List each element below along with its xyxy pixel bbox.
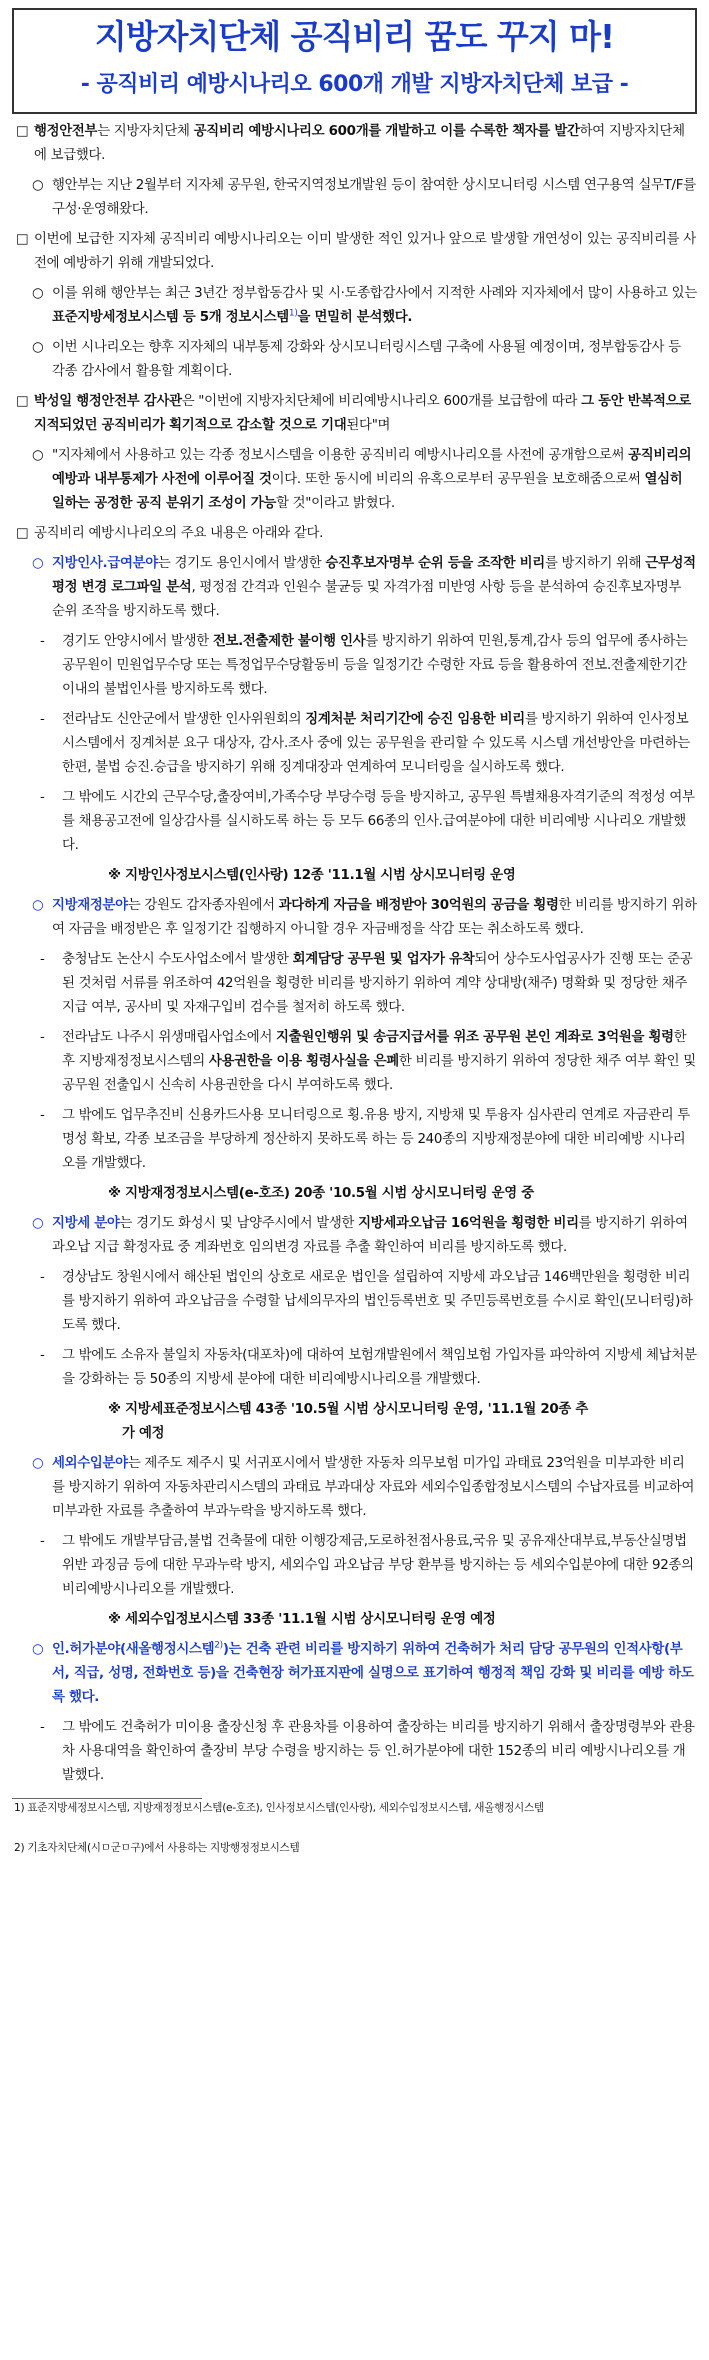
non-tax-item-others: - 그 밖에도 개발부담금,불법 건축물에 대한 이행강제금,도로하천점사용료,국유 및 공유재산대부료,부동산실명법 위반 과징금 등에 대한 무과누락 방지, 세외수입 과오납금 부당 환부를 방지하는 등 세외수입분야에 대한 92종의 비리예방시나리오를 개발했다. — [12, 1530, 697, 1602]
circle-bullet: ○ — [32, 556, 44, 571]
personnel-item-discipline: - 전라남도 신안군에서 발생한 인사위원회의 징계처분 처리기간에 승진 임용한 비리를 방지하기 위하여 인사정보시스템에서 징계처분 요구 대상자, 감사.조사 중에 있는 공무원을 관리할 수 있도록 시스템 개선방안을 마련하는 한편, 불법 승진.승급을 방지하기 위해 징계대장과 연계하여 모니터링을 실시하도록 했다. — [12, 708, 697, 780]
title-box — [12, 8, 697, 114]
footnote-ref-1: 1) — [288, 308, 298, 319]
circle-bullet: ○ — [32, 448, 44, 463]
section-non-tax-revenue: ○ 세외수입분야는 제주도 제주시 및 서귀포시에서 발생한 자동차 의무보험 미가입 과태료 23억원을 미부과한 비리를 방지하기 위하여 자동차관리시스템의 과태료 부과대상 자료와 세외수입종합정보시스템의 수납자료를 비교하여 미부과한 자료를 추출하여 부과누락을 방지하도록 했다. — [12, 1452, 697, 1524]
page-subtitle: - 공직비리 예방시나리오 600개 개발 지방자치단체 보급 - — [80, 72, 629, 97]
finance-item-forgery: - 전라남도 나주시 위생매립사업소에서 지출원인행위 및 송금지급서를 위조 공무원 본인 계좌로 3억원을 횡령한 후 지방재정정보시스템의 사용권한을 이용 횡령사실을 은폐한 비리를 방지하기 위하여 정당한 채주 여부 확인 및 공무원 전출입시 신속히 사용권한을 다시 부여하도록 했다. — [12, 1026, 697, 1098]
dash-bullet: - — [40, 634, 45, 649]
circle-bullet: ○ — [32, 898, 44, 913]
paragraph-quote-continued: ○ "지자체에서 사용하고 있는 각종 정보시스템을 이용한 공직비리 예방시나리오를 사전에 공개함으로써 공직비리의 예방과 내부통제가 사전에 이루어질 것이다. 또한 동시에 비리의 유혹으로부터 공무원을 보호해줌으로써 열심히 일하는 공정한 공직 분위기 조성이 가능할 것"이라고 밝혔다. — [12, 444, 697, 516]
dash-bullet: - — [40, 790, 45, 805]
personnel-item-others: - 그 밖에도 시간외 근무수당,출장여비,가족수당 부당수령 등을 방지하고, 공무원 특별채용자격기준의 적정성 여부를 채용공고전에 일상감사를 실시하도록 하는 등 모두 66종의 인사.급여분야에 대한 비리예방 시나리오 개발했다. — [12, 786, 697, 858]
personnel-item-transfer: - 경기도 안양시에서 발생한 전보.전출제한 불이행 인사를 방지하기 위하여 민원,통계,감사 등의 업무에 종사하는 공무원이 민원업무수당 또는 특정업무수당활동비 등을 일정기간 수령한 자료 등을 활용하여 전보.전출제한기간 이내의 불법인사를 방지하도록 했다. — [12, 630, 697, 702]
paragraph-auditor-quote: □ 박성일 행정안전부 감사관은 "이번에 지방자치단체에 비리예방시나리오 600개를 보급함에 따라 그 동안 반복적으로 지적되었던 공직비리가 획기적으로 감소할 것으로 기대된다"며 — [12, 390, 697, 438]
circle-bullet: ○ — [32, 286, 44, 301]
square-bullet: □ — [16, 232, 29, 247]
note-finance-system: ※ 지방재정정보시스템(e-호조) 20종 '10.5월 시범 상시모니터링 운영 중 — [108, 1186, 534, 1201]
paragraph-taskforce: ○ 행안부는 지난 2월부터 지자체 공무원, 한국지역정보개발원 등이 참여한 상시모니터링 시스템 연구용역 실무T/F를 구성·운영해왔다. — [12, 174, 697, 222]
circle-bullet: ○ — [32, 178, 44, 193]
permit-item-others: - 그 밖에도 건축허가 미이용 출장신청 후 관용차를 이용하여 출장하는 비리를 방지하기 위해서 출장명령부와 관용차 사용대역을 확인하여 출장비 부당 수령을 방지하는 등 인.허가분야에 대한 152종의 비리 예방시나리오를 개발했다. — [12, 1716, 697, 1788]
note-non-tax-system: ※ 세외수입정보시스템 33종 '11.1월 시범 상시모니터링 운영 예정 — [108, 1612, 496, 1627]
tax-item-corporation: - 경상남도 창원시에서 해산된 법인의 상호로 새로운 법인을 설립하여 지방세 과오납금 146백만원을 횡령한 비리를 방지하기 위하여 과오납금을 수령할 납세의무자의 법인등록번호 및 주민등록번호를 수시로 확인(모니터링)하도록 했다. — [12, 1266, 697, 1338]
dash-bullet: - — [40, 1030, 45, 1045]
paragraph-overview: □ 행정안전부는 지방자치단체 공직비리 예방시나리오 600개를 개발하고 이를 수록한 책자를 발간하여 지방자치단체에 보급했다. — [12, 120, 697, 168]
paragraph-plan: ○ 이번 시나리오는 향후 지자체의 내부통제 강화와 상시모니터링시스템 구축에 사용될 예정이며, 정부합동감사 등 각종 감사에서 활용할 계획이다. — [12, 336, 697, 384]
dash-bullet: - — [40, 1720, 45, 1735]
section-permits: ○ 인.허가분야(새올행정시스템$^{2)}$)는 건축 관련 비리를 방지하기 위하여 건축허가 처리 담당 공무원의 인적사항(부서, 직급, 성명, 전화번호 등)을 건축현장 허가표지판에 실명으로 표기하여 행정적 책임 강화 및 비리를 예방 하도록 했다. — [12, 1638, 697, 1710]
square-bullet: □ — [16, 394, 29, 409]
paragraph-analysis: ○ 이를 위해 행안부는 최근 3년간 정부합동감사 및 시·도종합감사에서 지적한 사례와 지자체에서 많이 사용하고 있는 표준지방세정보시스템 등 5개 정보시스템$^{1)}$을 면밀히 분석했다. — [12, 282, 697, 330]
circle-bullet: ○ — [32, 340, 44, 355]
tax-item-others: - 그 밖에도 소유자 불일치 자동차(대포차)에 대하여 보험개발원에서 책임보험 가입자를 파악하여 지방세 체납처분을 강화하는 등 50종의 지방세 분야에 대한 비리예방시나리오를 개발했다. — [12, 1344, 697, 1392]
section-local-finance: ○ 지방재정분야는 강원도 감자종자원에서 과다하게 자금을 배정받아 30억원의 공금을 횡령한 비리를 방지하기 위하여 자금을 배정받은 후 일정기간 집행하지 아니할 경우 자금배정을 삭감 또는 취소하도록 했다. — [12, 894, 697, 942]
footnote-1: 1) 표준지방세정보시스템, 지방재정정보시스템(e-호조), 인사정보시스템(인사랑), 세외수입정보시스템, 새올행정시스템 — [14, 1802, 544, 1814]
square-bullet: □ — [16, 526, 29, 541]
page-title: 지방자치단체 공직비리 꿈도 꾸지 마! — [94, 17, 615, 56]
section-local-tax: ○ 지방세 분야는 경기도 화성시 및 남양주시에서 발생한 지방세과오납금 16억원을 횡령한 비리를 방지하기 위하여 과오납 지급 확정자료 중 계좌번호 임의변경 자료를 추출 확인하여 비리를 방지하도록 했다. — [12, 1212, 697, 1260]
paragraph-main-contents: □ 공직비리 예방시나리오의 주요 내용은 아래와 같다. — [12, 522, 697, 546]
note-personnel-system: ※ 지방인사정보시스템(인사랑) 12종 '11.1월 시범 상시모니터링 운영 — [108, 868, 516, 883]
square-bullet: □ — [16, 124, 29, 139]
dash-bullet: - — [40, 1534, 45, 1549]
circle-bullet: ○ — [32, 1216, 44, 1231]
dash-bullet: - — [40, 1108, 45, 1123]
circle-bullet: ○ — [32, 1642, 44, 1657]
footnote-2: 2) 기초자치단체(시ㅁ군ㅁ구)에서 사용하는 지방행정정보시스템 — [14, 1842, 300, 1854]
section-personnel-payroll: ○ 지방인사.급여분야는 경기도 용인시에서 발생한 승진후보자명부 순위 등을 조작한 비리를 방지하기 위해 근무성적평정 변경 로그파일 분석, 평정점 간격과 인원수 불균등 및 자격가점 미반영 사항 등을 분석하여 승진후보자명부 순위 조작을 방지하도록 했다. — [12, 552, 697, 624]
note-tax-system-line2: 가 예정 — [122, 1426, 165, 1441]
note-tax-system — [12, 1398, 697, 1446]
dash-bullet: - — [40, 1270, 45, 1285]
paragraph-purpose: □ 이번에 보급한 지자체 공직비리 예방시나리오는 이미 발생한 적인 있거나 앞으로 발생할 개연성이 있는 공직비리를 사전에 예방하기 위해 개발되었다. — [12, 228, 697, 276]
dash-bullet: - — [40, 952, 45, 967]
footnote-ref-2: 2) — [214, 1640, 223, 1651]
note-tax-system-line1: ※ 지방세표준정보시스템 43종 '10.5월 시범 상시모니터링 운영, '11.1월 20종 추 — [108, 1402, 588, 1417]
dash-bullet: - — [40, 1348, 45, 1363]
circle-bullet: ○ — [32, 1456, 44, 1471]
finance-item-collusion: - 충청남도 논산시 수도사업소에서 발생한 회계담당 공무원 및 업자가 유착되어 상수도사업공사가 진행 또는 준공된 것처럼 서류를 위조하여 42억원을 횡령한 비리를 방지하기 위하여 계약 상대방(채주) 명확화 및 정당한 채주 지급 여부, 공사비 및 자재구입비 검수를 철저히 하도록 했다. — [12, 948, 697, 1020]
finance-item-others: - 그 밖에도 업무추진비 신용카드사용 모니터링으로 횡.유용 방지, 지방채 및 투융자 심사관리 연계로 자금관리 투명성 확보, 각종 보조금을 부당하게 정산하지 못하도록 하는 등 240종의 지방재정분야에 대한 비리예방 시나리오를 개발했다. — [12, 1104, 697, 1176]
dash-bullet: - — [40, 712, 45, 727]
